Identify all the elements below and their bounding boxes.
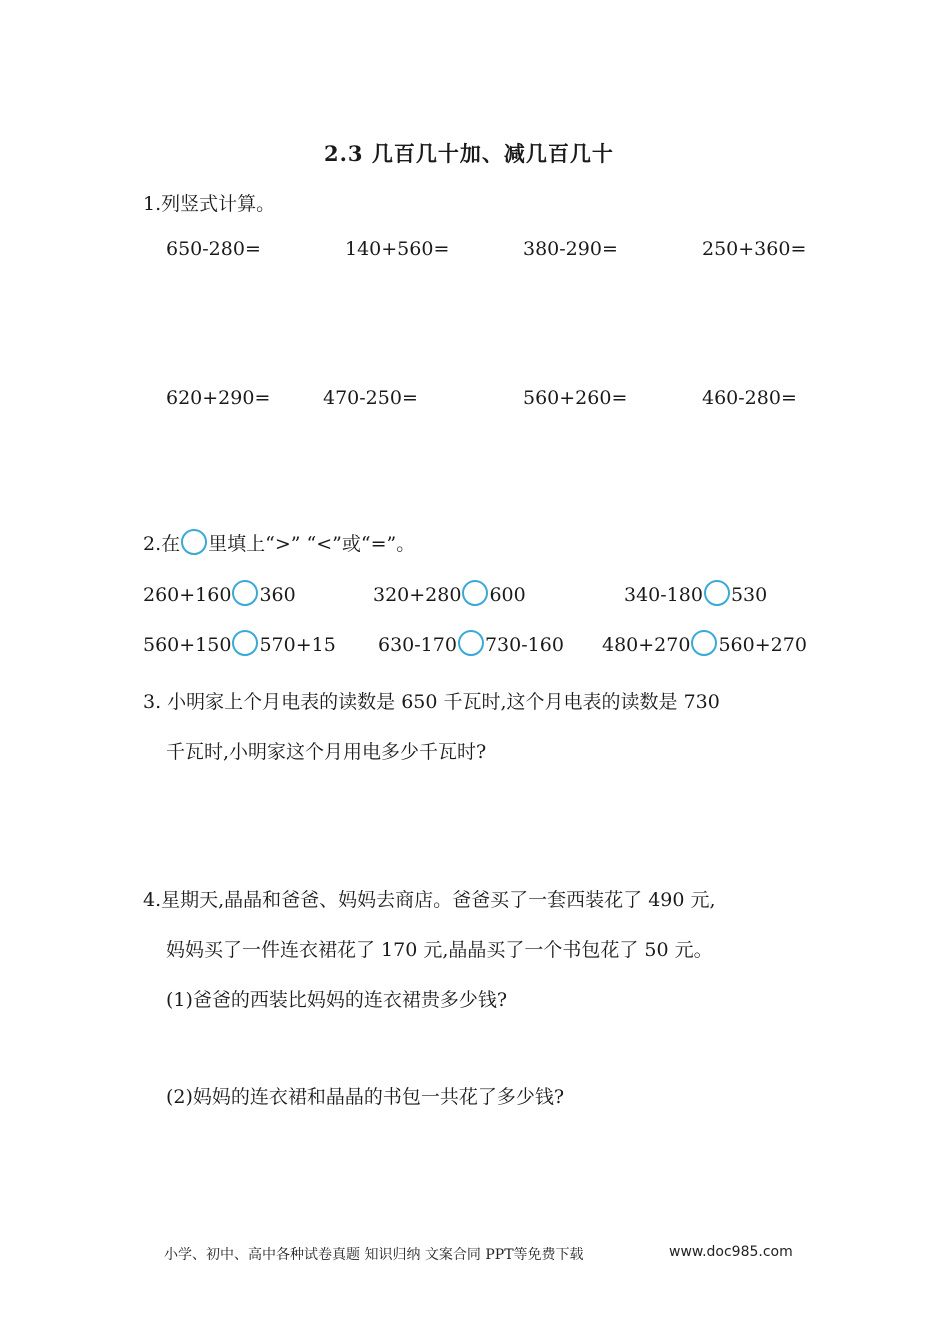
compare-left: 320+280 <box>373 584 462 606</box>
q4-sub2: (2)妈妈的连衣裙和晶晶的书包一共花了多少钱? <box>166 1086 565 1108</box>
q4-line1: 4.星期天,晶晶和爸爸、妈妈去商店。爸爸买了一套西装花了 490 元, <box>143 889 716 911</box>
answer-circle[interactable] <box>691 630 717 656</box>
footer-text: 小学、初中、高中各种试卷真题 知识归纳 文案合同 PPT等免费下载 <box>164 1247 584 1263</box>
circle-icon <box>181 529 207 555</box>
compare-left: 480+270 <box>602 634 691 656</box>
answer-circle[interactable] <box>232 580 258 606</box>
q1-problem: 650-280= <box>166 238 261 260</box>
q2-heading-pre: 2.在 <box>143 533 181 555</box>
compare-right: 570+15 <box>259 634 336 656</box>
answer-circle[interactable] <box>704 580 730 606</box>
q1-problem: 140+560= <box>345 238 450 260</box>
compare-item <box>143 580 296 606</box>
compare-right: 560+270 <box>718 634 807 656</box>
compare-item <box>373 580 526 606</box>
compare-left: 260+160 <box>143 584 232 606</box>
q1-problem: 380-290= <box>523 238 618 260</box>
compare-left: 340-180 <box>624 584 703 606</box>
compare-item <box>602 630 807 656</box>
answer-circle[interactable] <box>462 580 488 606</box>
q3-line1: 3. 小明家上个月电表的读数是 650 千瓦时,这个月电表的读数是 730 <box>143 691 720 713</box>
page-title: 2.3 几百几十加、减几百几十 <box>324 141 614 166</box>
q3-line2: 千瓦时,小明家这个月用电多少千瓦时? <box>166 741 487 763</box>
compare-right: 600 <box>489 584 526 606</box>
q2-heading <box>143 529 415 556</box>
answer-circle[interactable] <box>458 630 484 656</box>
q2-heading-post: 里填上“>” “<”或“=”。 <box>208 533 416 555</box>
q1-problem: 620+290= <box>166 387 271 409</box>
compare-item <box>143 630 336 656</box>
answer-circle[interactable] <box>232 630 258 656</box>
compare-right: 530 <box>730 584 768 606</box>
q1-heading: 1.列竖式计算。 <box>143 193 276 215</box>
footer-url[interactable]: www.doc985.com <box>669 1244 793 1260</box>
compare-left: 630-170 <box>378 634 457 656</box>
compare-right: 360 <box>259 584 296 606</box>
compare-right: 730-160 <box>484 634 564 656</box>
q4-line2: 妈妈买了一件连衣裙花了 170 元,晶晶买了一个书包花了 50 元。 <box>166 939 713 961</box>
q1-problem: 250+360= <box>702 238 807 260</box>
compare-item <box>624 580 767 606</box>
q1-problem: 560+260= <box>523 387 628 409</box>
compare-left: 560+150 <box>143 634 232 656</box>
q4-sub1: (1)爸爸的西装比妈妈的连衣裙贵多少钱? <box>166 989 508 1011</box>
compare-item <box>378 630 564 656</box>
q1-problem: 470-250= <box>323 387 418 409</box>
q1-problem: 460-280= <box>702 387 797 409</box>
